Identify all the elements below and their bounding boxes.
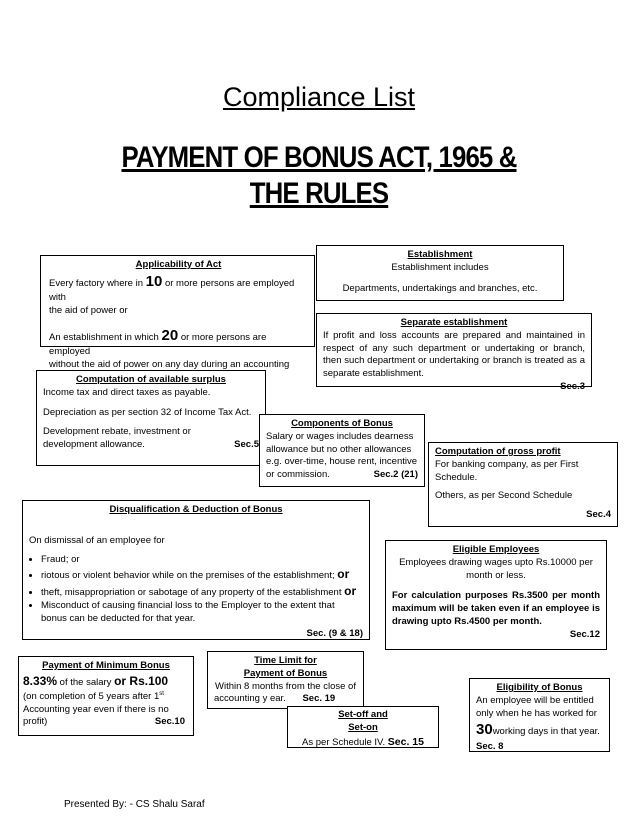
eligibility-sec: Sec. 8 — [476, 740, 504, 752]
establishment-heading: Establishment — [407, 249, 473, 260]
eligibility-line-1: An employee will be entitled only when he has worked for — [476, 694, 597, 719]
applicability-line-3: An establishment in which 20 or more persons are employed — [49, 326, 267, 357]
subtitle-line-1: PAYMENT OF BONUS ACT, 1965 & — [121, 141, 517, 174]
time-limit-box — [207, 651, 364, 709]
timelimit-line-2: accounting y ear. Sec. 19 — [214, 693, 336, 705]
timelimit-heading-2: Payment of Bonus — [243, 667, 328, 679]
list-item: • Fraud; or — [41, 554, 363, 567]
timelimit-line-1: Within 8 months from the close of — [215, 680, 356, 692]
gross-sec: Sec.4 — [586, 509, 611, 521]
surplus-box — [36, 370, 266, 466]
eligible-line-1: Employees drawing wages upto Rs.10000 per month or less. — [399, 556, 593, 581]
minimum-bonus-box — [18, 656, 194, 736]
components-sec: Sec.2 (21) — [373, 469, 418, 481]
components-heading: Components of Bonus — [291, 418, 393, 429]
disqualification-heading: Disqualification & Deduction of Bonus — [109, 504, 283, 515]
establishment-line-2: Departments, undertakings and branches, etc. — [342, 282, 538, 294]
gross-line-1: For banking company, as per First Schedule. — [435, 458, 579, 483]
list-item: • Misconduct of causing financial loss to the Employer to the extent that bonus can be deducted for that year. — [41, 600, 363, 626]
page-title: Compliance List — [222, 82, 416, 112]
separate-heading: Separate establishment — [400, 317, 508, 328]
applicability-line-4: without the aid of power on any day during an accounting — [49, 358, 290, 370]
set-off-box — [287, 706, 439, 748]
surplus-heading: Computation of available surplus — [76, 374, 226, 385]
minimum-line-3: Accounting year even if there is no — [23, 703, 169, 715]
components-box — [259, 414, 425, 487]
surplus-line-1: Income tax and direct taxes as payable. — [43, 386, 211, 398]
applicability-line-1: Every factory where in 10 or more persons are employed with — [49, 272, 295, 304]
setoff-heading-1: Set-off and — [338, 709, 388, 720]
subtitle-line-2: THE RULES — [249, 177, 389, 210]
list-item: • riotous or violent behavior while on the premises of the establishment; or — [41, 566, 363, 583]
establishment-line-1: Establishment includes — [391, 261, 489, 273]
setoff-line-1: As per Schedule IV. Sec. 15 — [302, 735, 424, 748]
minimum-line-2: (on completion of 5 years after 1st — [23, 690, 164, 702]
gross-heading: Computation of gross profit — [435, 446, 561, 457]
establishment-box — [316, 245, 564, 301]
disqualification-sec: Sec. (9 & 18) — [306, 627, 363, 639]
components-text: Salary or wages includes dearness allowance but no other allowances e.g. over-time, house rent, incentive or commission. Sec.2 (21) — [266, 430, 418, 481]
eligible-employees-box — [385, 540, 607, 650]
surplus-line-2: Depreciation as per section 32 of Income Tax Act. — [43, 406, 252, 418]
eligible-sec: Sec.12 — [569, 628, 600, 640]
separate-text: If profit and loss accounts are prepared and maintained in respect of any such department or undertaking or branch, then such department or undertaking or branch is treated as a separate establishment. — [323, 329, 585, 380]
applicability-heading: Applicability of Act — [135, 259, 222, 270]
timelimit-heading-1: Time Limit for — [254, 655, 317, 666]
applicability-box — [40, 255, 315, 370]
minimum-line-4: profit) Sec.10 — [23, 716, 185, 728]
separate-establishment-box — [316, 313, 592, 393]
minimum-sec: Sec.10 — [154, 716, 185, 728]
disqualification-intro: On dismissal of an employee for — [29, 534, 165, 546]
eligible-line-2: For calculation purposes Rs.3500 per month maximum will be taken even if an employee is drawing upto Rs.4500 per month. — [392, 590, 600, 628]
footer-presenter: Presented By: - CS Shalu Saraf — [64, 799, 205, 810]
eligibility-heading: Eligibility of Bonus — [496, 682, 583, 693]
applicability-line-2: the aid of power or — [49, 304, 128, 316]
minimum-heading: Payment of Minimum Bonus — [42, 660, 170, 671]
surplus-line-3: Development rebate, investment or development allowance. Sec.5 — [43, 426, 259, 451]
disqualification-list — [29, 554, 363, 626]
page-subtitle — [96, 140, 541, 212]
gross-line-2: Others, as per Second Schedule — [435, 490, 573, 502]
gross-profit-box — [428, 442, 618, 527]
setoff-heading-2: Set-on — [348, 721, 378, 733]
eligibility-line-2: 30working days in that year. — [476, 721, 600, 739]
minimum-line-1: 8.33% of the salary or Rs.100 — [23, 673, 169, 688]
list-item: • theft, misappropriation or sabotage of any property of the establishment or — [41, 583, 363, 600]
eligible-heading: Eligible Employees — [452, 544, 540, 555]
eligibility-box — [469, 678, 610, 752]
separate-sec: Sec.3 — [560, 381, 585, 393]
disqualification-box — [22, 500, 370, 640]
surplus-sec: Sec.5 — [234, 439, 259, 451]
